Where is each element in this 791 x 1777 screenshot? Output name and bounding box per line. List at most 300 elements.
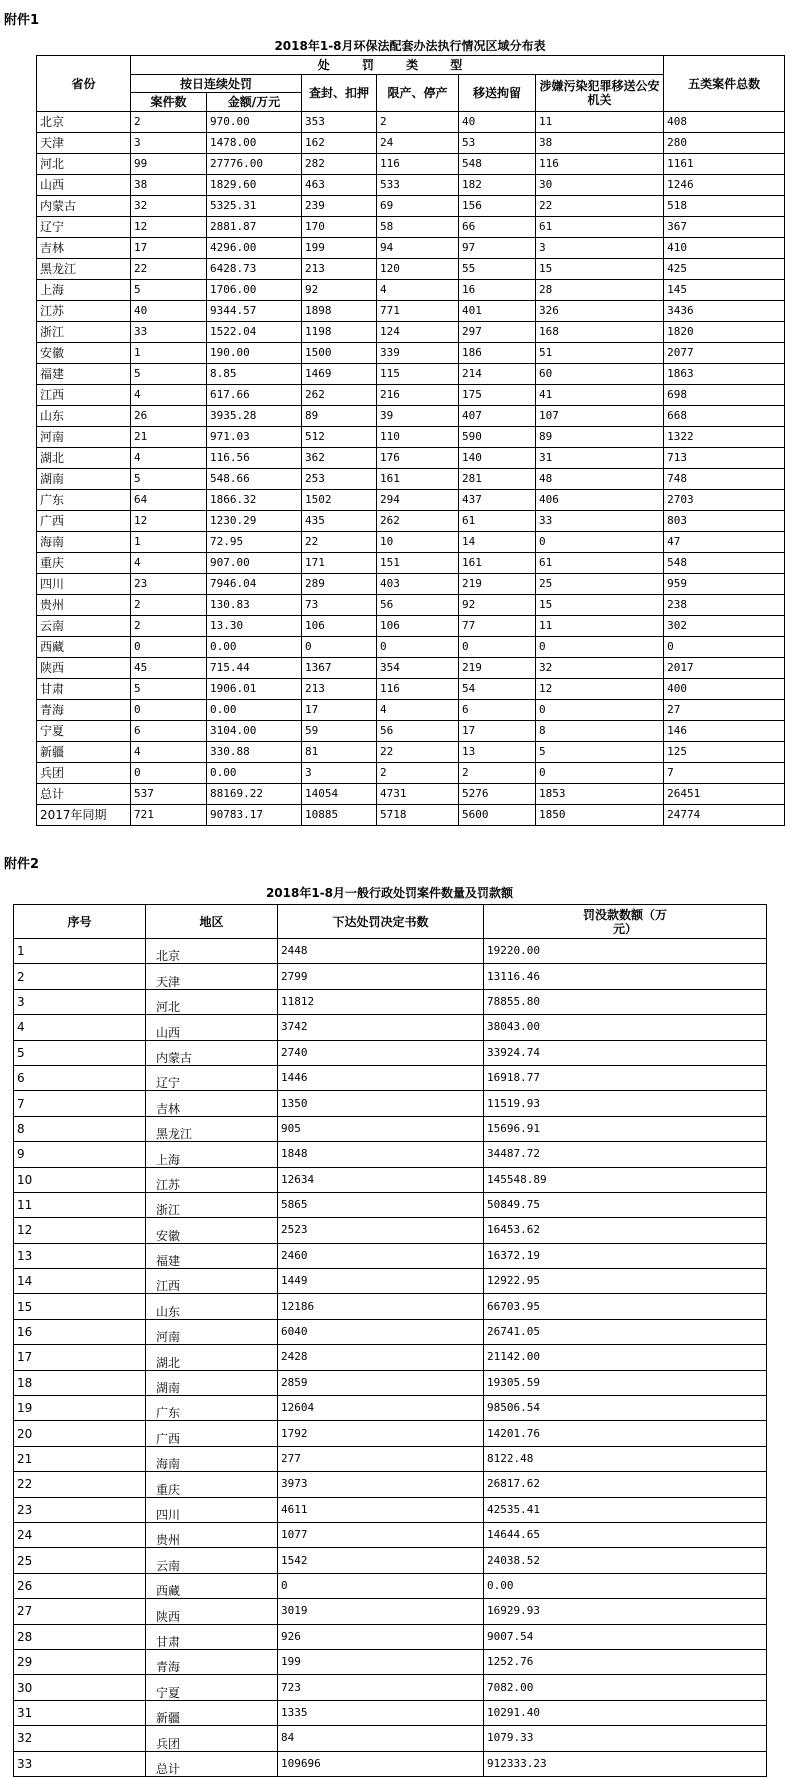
table-cell: 1853 (536, 784, 664, 805)
table-cell: 89 (302, 406, 377, 427)
table-cell: 2428 (278, 1345, 484, 1370)
table-row (14, 1319, 767, 1344)
table-cell: 新疆 (146, 1700, 278, 1725)
table-row (37, 427, 785, 448)
table-cell: 512 (302, 427, 377, 448)
table-cell: 145548.89 (484, 1167, 767, 1192)
table-cell: 23 (14, 1497, 146, 1522)
table-row (14, 1065, 767, 1090)
table-cell: 26451 (664, 784, 785, 805)
table-row (14, 1116, 767, 1141)
table-cell: 22 (14, 1472, 146, 1497)
table-cell: 10 (14, 1167, 146, 1192)
table-cell: 广西 (37, 511, 131, 532)
table-cell: 11812 (278, 989, 484, 1014)
table-cell: 66703.95 (484, 1294, 767, 1319)
table-cell: 1350 (278, 1091, 484, 1116)
table-cell: 12 (131, 511, 207, 532)
table-cell: 463 (302, 175, 377, 196)
table-cell: 77 (459, 616, 536, 637)
table-row (14, 1243, 767, 1268)
table-cell: 182 (459, 175, 536, 196)
table-cell: 12634 (278, 1167, 484, 1192)
table-1-body (37, 112, 785, 826)
table-cell: 海南 (37, 532, 131, 553)
table-cell: 甘肃 (37, 679, 131, 700)
table-cell: 3935.28 (207, 406, 302, 427)
table-row (37, 343, 785, 364)
table-cell: 302 (664, 616, 785, 637)
table-row (37, 238, 785, 259)
table-row (37, 280, 785, 301)
table-cell: 0 (377, 637, 459, 658)
table-cell: 河北 (37, 154, 131, 175)
table-cell: 宁夏 (146, 1675, 278, 1700)
table-cell: 北京 (146, 939, 278, 964)
table-row (14, 1167, 767, 1192)
table-cell: 353 (302, 112, 377, 133)
table-cell: 11519.93 (484, 1091, 767, 1116)
header-decisions: 下达处罚决定书数 (278, 905, 484, 939)
table-row (14, 1649, 767, 1674)
table-cell: 1 (131, 532, 207, 553)
table-cell: 38 (131, 175, 207, 196)
header-daily-penalty: 按日连续处罚 (131, 75, 302, 93)
table-cell: 6040 (278, 1319, 484, 1344)
table-cell: 2740 (278, 1040, 484, 1065)
table-cell: 771 (377, 301, 459, 322)
table-cell: 99 (131, 154, 207, 175)
table-cell: 81 (302, 742, 377, 763)
table-cell: 0 (278, 1573, 484, 1598)
table-cell: 32 (14, 1726, 146, 1751)
table-cell: 16929.93 (484, 1599, 767, 1624)
table-cell: 吉林 (37, 238, 131, 259)
table-cell: 66 (459, 217, 536, 238)
table-cell: 367 (664, 217, 785, 238)
table-cell: 山西 (146, 1015, 278, 1040)
table-cell: 408 (664, 112, 785, 133)
table-cell: 贵州 (146, 1522, 278, 1547)
table-cell: 12922.95 (484, 1269, 767, 1294)
table-cell: 8.85 (207, 364, 302, 385)
table-cell: 362 (302, 448, 377, 469)
table-cell: 14 (14, 1269, 146, 1294)
table-cell: 2523 (278, 1218, 484, 1243)
table-cell: 109696 (278, 1751, 484, 1776)
table-cell: 浙江 (146, 1192, 278, 1217)
table-cell: 73 (302, 595, 377, 616)
table-cell: 2799 (278, 964, 484, 989)
table-cell: 107 (536, 406, 664, 427)
table-cell: 4 (377, 700, 459, 721)
table-cell: 安徽 (146, 1218, 278, 1243)
table-cell: 28 (14, 1624, 146, 1649)
table-cell: 1198 (302, 322, 377, 343)
header-region: 地区 (146, 905, 278, 939)
table-cell: 280 (664, 133, 785, 154)
table-row (14, 1522, 767, 1547)
table-cell: 2017年同期 (37, 805, 131, 826)
table-row (14, 1345, 767, 1370)
table-cell: 42535.41 (484, 1497, 767, 1522)
table-cell: 297 (459, 322, 536, 343)
table-cell: 38 (536, 133, 664, 154)
table-cell: 4 (377, 280, 459, 301)
table-cell: 四川 (146, 1497, 278, 1522)
table-cell: 5 (131, 364, 207, 385)
table-cell: 59 (302, 721, 377, 742)
table-cell: 上海 (37, 280, 131, 301)
table-row (37, 721, 785, 742)
table-cell: 1322 (664, 427, 785, 448)
table-cell: 2 (377, 112, 459, 133)
table-cell: 内蒙古 (146, 1040, 278, 1065)
header-fine: 罚没款数额（万元） (484, 905, 767, 939)
table-cell: 2077 (664, 343, 785, 364)
table-cell: 4611 (278, 1497, 484, 1522)
table-cell: 41 (536, 385, 664, 406)
table-cell: 425 (664, 259, 785, 280)
table-row (14, 939, 767, 964)
table-row (14, 1726, 767, 1751)
administrative-penalty-table (13, 904, 767, 1777)
table-row (37, 154, 785, 175)
table-cell: 兵团 (146, 1726, 278, 1751)
table-cell: 河南 (146, 1319, 278, 1344)
table-row (37, 448, 785, 469)
table-row (37, 553, 785, 574)
table-row (37, 259, 785, 280)
table-cell: 甘肃 (146, 1624, 278, 1649)
table-row (37, 511, 785, 532)
table-row (14, 1421, 767, 1446)
table-cell: 2703 (664, 490, 785, 511)
table-row (37, 658, 785, 679)
table-cell: 新疆 (37, 742, 131, 763)
table-cell: 48 (536, 469, 664, 490)
table-cell: 89 (536, 427, 664, 448)
table-cell: 31 (14, 1700, 146, 1725)
table-cell: 总计 (146, 1751, 278, 1776)
table-cell: 2 (131, 616, 207, 637)
table-cell: 1502 (302, 490, 377, 511)
table-cell: 1850 (536, 805, 664, 826)
table-cell: 92 (302, 280, 377, 301)
table-cell: 698 (664, 385, 785, 406)
table-cell: 2017 (664, 658, 785, 679)
table-cell: 1079.33 (484, 1726, 767, 1751)
table-cell: 32 (131, 196, 207, 217)
table-cell: 713 (664, 448, 785, 469)
table-cell: 27 (664, 700, 785, 721)
table-row (14, 964, 767, 989)
table-cell: 青海 (146, 1649, 278, 1674)
table-cell: 福建 (37, 364, 131, 385)
table-cell: 668 (664, 406, 785, 427)
table-cell: 186 (459, 343, 536, 364)
table-cell: 23 (131, 574, 207, 595)
table-row (14, 1624, 767, 1649)
table-row (37, 763, 785, 784)
table-cell: 97 (459, 238, 536, 259)
table-cell: 5325.31 (207, 196, 302, 217)
table-cell: 30 (536, 175, 664, 196)
table-cell: 四川 (37, 574, 131, 595)
table-cell: 8 (14, 1116, 146, 1141)
table-cell: 115 (377, 364, 459, 385)
table-cell: 39 (377, 406, 459, 427)
table-cell: 兵团 (37, 763, 131, 784)
table-cell: 上海 (146, 1142, 278, 1167)
table-cell: 28 (536, 280, 664, 301)
table-row (14, 1446, 767, 1471)
table-row (14, 1599, 767, 1624)
table-cell: 0.00 (207, 763, 302, 784)
table-cell: 13 (14, 1243, 146, 1268)
table-cell: 5 (131, 679, 207, 700)
attachment-1-label: 附件1 (4, 13, 40, 28)
table-cell: 959 (664, 574, 785, 595)
table-cell: 江西 (37, 385, 131, 406)
table-cell: 2460 (278, 1243, 484, 1268)
table-cell: 277 (278, 1446, 484, 1471)
table-cell: 1252.76 (484, 1649, 767, 1674)
table-cell: 22 (377, 742, 459, 763)
table-row (37, 490, 785, 511)
table-cell: 50849.75 (484, 1192, 767, 1217)
table-cell: 175 (459, 385, 536, 406)
table-cell: 78855.80 (484, 989, 767, 1014)
table-cell: 537 (131, 784, 207, 805)
table-cell: 213 (302, 259, 377, 280)
table-cell: 17 (14, 1345, 146, 1370)
table-cell: 8 (536, 721, 664, 742)
table-row (37, 112, 785, 133)
table-cell: 14201.76 (484, 1421, 767, 1446)
table-cell: 0 (131, 700, 207, 721)
table-cell: 410 (664, 238, 785, 259)
table-cell: 重庆 (146, 1472, 278, 1497)
table-cell: 14 (459, 532, 536, 553)
table-cell: 5 (536, 742, 664, 763)
table-cell: 海南 (146, 1446, 278, 1471)
table-row (37, 406, 785, 427)
table-cell: 7946.04 (207, 574, 302, 595)
table-row (14, 1218, 767, 1243)
table-row (37, 322, 785, 343)
table-cell: 北京 (37, 112, 131, 133)
table-cell: 2 (377, 763, 459, 784)
table-row (37, 469, 785, 490)
header-limit: 限产、停产 (377, 75, 459, 112)
table-row (14, 989, 767, 1014)
table-cell: 0 (459, 637, 536, 658)
table-cell: 12 (14, 1218, 146, 1243)
table-cell: 1230.29 (207, 511, 302, 532)
table-cell: 20 (14, 1421, 146, 1446)
table-1-title: 2018年1-8月环保法配套办法执行情况区域分布表 (274, 39, 546, 53)
table-row (37, 595, 785, 616)
table-cell: 1866.32 (207, 490, 302, 511)
table-cell: 0.00 (207, 700, 302, 721)
table-cell: 239 (302, 196, 377, 217)
table-cell: 32 (536, 658, 664, 679)
table-cell: 54 (459, 679, 536, 700)
table-cell: 15 (536, 595, 664, 616)
table-cell: 94 (377, 238, 459, 259)
table-cell: 22 (536, 196, 664, 217)
table-cell: 16 (459, 280, 536, 301)
table-cell: 1161 (664, 154, 785, 175)
table-cell: 1246 (664, 175, 785, 196)
table-row (37, 175, 785, 196)
table-cell: 130.83 (207, 595, 302, 616)
table-cell: 262 (302, 385, 377, 406)
table-cell: 11 (536, 616, 664, 637)
table-cell: 黑龙江 (37, 259, 131, 280)
table-cell: 33 (14, 1751, 146, 1776)
table-2-title: 2018年1-8月一般行政处罚案件数量及罚款额 (265, 886, 514, 900)
table-cell: 16372.19 (484, 1243, 767, 1268)
table-cell: 110 (377, 427, 459, 448)
table-cell: 69 (377, 196, 459, 217)
table-cell: 1829.60 (207, 175, 302, 196)
table-cell: 12604 (278, 1396, 484, 1421)
table-cell: 116 (377, 679, 459, 700)
table-cell: 3019 (278, 1599, 484, 1624)
table-cell: 34487.72 (484, 1142, 767, 1167)
regional-distribution-table (36, 55, 785, 826)
table-cell: 21 (131, 427, 207, 448)
table-cell: 0.00 (207, 637, 302, 658)
header-case-count: 案件数 (131, 93, 207, 112)
table-row (37, 301, 785, 322)
table-cell: 47 (664, 532, 785, 553)
table-cell: 161 (459, 553, 536, 574)
table-cell: 浙江 (37, 322, 131, 343)
table-cell: 61 (536, 217, 664, 238)
table-cell: 宁夏 (37, 721, 131, 742)
table-cell: 18 (14, 1370, 146, 1395)
table-cell: 11 (536, 112, 664, 133)
table-cell: 16453.62 (484, 1218, 767, 1243)
table-cell: 15696.91 (484, 1116, 767, 1141)
table-cell: 58 (377, 217, 459, 238)
table-cell: 0 (131, 763, 207, 784)
table-cell: 10 (377, 532, 459, 553)
table-cell: 238 (664, 595, 785, 616)
table-cell: 7 (14, 1091, 146, 1116)
table-cell: 1446 (278, 1065, 484, 1090)
table-row (14, 1548, 767, 1573)
table-row (14, 1015, 767, 1040)
table-cell: 98506.54 (484, 1396, 767, 1421)
table-cell: 1 (14, 939, 146, 964)
table-cell: 13.30 (207, 616, 302, 637)
table-cell: 723 (278, 1675, 484, 1700)
table-cell: 406 (536, 490, 664, 511)
table-cell: 926 (278, 1624, 484, 1649)
table-cell: 72.95 (207, 532, 302, 553)
table-cell: 116 (377, 154, 459, 175)
table-cell: 1 (131, 343, 207, 364)
table-cell: 3104.00 (207, 721, 302, 742)
table-cell: 2881.87 (207, 217, 302, 238)
table-cell: 江西 (146, 1269, 278, 1294)
table-cell: 9007.54 (484, 1624, 767, 1649)
table-cell: 6 (14, 1065, 146, 1090)
table-cell: 156 (459, 196, 536, 217)
table-cell: 青海 (37, 700, 131, 721)
table-cell: 1820 (664, 322, 785, 343)
table-cell: 55 (459, 259, 536, 280)
table-cell: 617.66 (207, 385, 302, 406)
table-row (14, 1675, 767, 1700)
table-cell: 西藏 (37, 637, 131, 658)
table-cell: 江苏 (146, 1167, 278, 1192)
table-cell: 3 (536, 238, 664, 259)
table-cell: 84 (278, 1726, 484, 1751)
table-cell: 5600 (459, 805, 536, 826)
table-cell: 14644.65 (484, 1522, 767, 1547)
table-cell: 162 (302, 133, 377, 154)
table-cell: 339 (377, 343, 459, 364)
header-total: 五类案件总数 (664, 56, 785, 112)
table-cell: 5 (131, 280, 207, 301)
table-cell: 2 (131, 112, 207, 133)
table-cell: 29 (14, 1649, 146, 1674)
table-cell: 1848 (278, 1142, 484, 1167)
table-row (14, 1573, 767, 1598)
table-row (14, 1396, 767, 1421)
table-cell: 533 (377, 175, 459, 196)
table-cell: 黑龙江 (146, 1116, 278, 1141)
table-cell: 10291.40 (484, 1700, 767, 1725)
table-cell: 6428.73 (207, 259, 302, 280)
table-cell: 4296.00 (207, 238, 302, 259)
header-province: 省份 (37, 56, 131, 112)
table-cell: 6 (459, 700, 536, 721)
table-cell: 214 (459, 364, 536, 385)
table-cell: 88169.22 (207, 784, 302, 805)
table-cell: 广东 (37, 490, 131, 511)
table-cell: 24038.52 (484, 1548, 767, 1573)
table-cell: 120 (377, 259, 459, 280)
table-cell: 2859 (278, 1370, 484, 1395)
table-cell: 1863 (664, 364, 785, 385)
table-row (37, 742, 785, 763)
table-cell: 广东 (146, 1396, 278, 1421)
table-cell: 3436 (664, 301, 785, 322)
table-cell: 2448 (278, 939, 484, 964)
table-cell: 西藏 (146, 1573, 278, 1598)
table-cell: 1500 (302, 343, 377, 364)
table-cell: 重庆 (37, 553, 131, 574)
table-cell: 9344.57 (207, 301, 302, 322)
table-row (14, 1370, 767, 1395)
attachment-2-label: 附件2 (4, 857, 40, 872)
header-amount: 金额/万元 (207, 93, 302, 112)
table-cell: 3 (131, 133, 207, 154)
table-cell: 161 (377, 469, 459, 490)
table-cell: 61 (536, 553, 664, 574)
table-row (37, 196, 785, 217)
table-cell: 27776.00 (207, 154, 302, 175)
table-cell: 湖南 (37, 469, 131, 490)
table-cell: 7082.00 (484, 1675, 767, 1700)
table-cell: 24 (14, 1522, 146, 1547)
